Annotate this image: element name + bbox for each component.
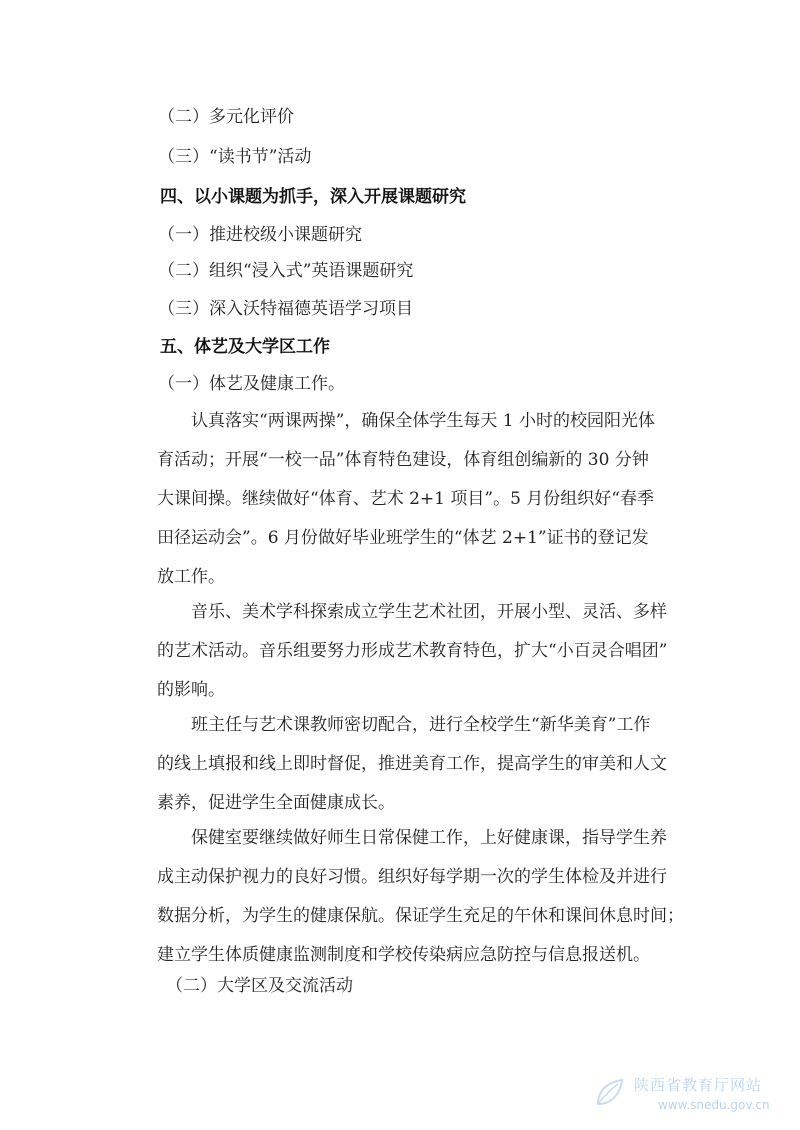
paragraph-sports <box>157 410 669 605</box>
subsection-title: （三）深入沃特福德英语学习项目 <box>158 299 413 319</box>
subsection-title: （二）组织“浸入式”英语课题研究 <box>158 261 414 281</box>
paragraph-health <box>157 827 684 983</box>
subsection-title: （二）多元化评价 <box>158 107 294 127</box>
paragraph-line: 建立学生体质健康监测制度和学校传染病应急防控与信息报送机。 <box>157 945 650 965</box>
paragraph-line: 认真落实“两课两操”，确保全体学生每天 1 小时的校园阳光体 <box>191 411 656 431</box>
subsection-title: （一）体艺及健康工作。 <box>158 374 345 394</box>
watermark-url: www.snedu.gov.cn <box>658 1098 770 1112</box>
paragraph-line: 田径运动会”。6 月份做好毕业班学生的“体艺 2+1”证书的登记发 <box>157 528 649 548</box>
section-heading: 四、以小课题为抓手，深入开展课题研究 <box>160 187 466 207</box>
paragraph-line: 班主任与艺术课教师密切配合，进行全校学生“新华美育”工作 <box>191 715 651 735</box>
paragraph-line: 育活动；开展“一校一品”体育特色建设，体育组创编新的 30 分钟 <box>157 450 649 470</box>
paragraph-line: 保健室要继续做好师生日常保健工作，上好健康课，指导学生养 <box>191 828 667 848</box>
section-heading: 五、体艺及大学区工作 <box>160 337 330 357</box>
paragraph-line: 成主动保护视力的良好习惯。组织好每学期一次的学生体检及并进行 <box>157 867 667 887</box>
leaf-logo-icon <box>592 1076 626 1110</box>
subsection-title: （二）大学区及交流活动 <box>166 976 353 996</box>
subsection-title: （三）“读书节”活动 <box>158 147 312 167</box>
paragraph-line: 素养，促进学生全面健康成长。 <box>157 793 395 813</box>
paragraph-aesthetics <box>157 714 669 831</box>
paragraph-line: 的艺术活动。音乐组要努力形成艺术教育特色，扩大“小百灵合唱团” <box>157 641 668 661</box>
paragraph-arts <box>157 601 669 718</box>
watermark-title: 陕西省教育厅网站 <box>634 1076 763 1094</box>
paragraph-line: 数据分析，为学生的健康保航。保证学生充足的午休和课间休息时间； <box>157 906 684 926</box>
paragraph-line: 的影响。 <box>157 680 225 700</box>
paragraph-line: 放工作。 <box>157 567 225 587</box>
paragraph-line: 的线上填报和线上即时督促，推进美育工作，提高学生的审美和人文 <box>157 754 667 774</box>
paragraph-line: 大课间操。继续做好“体育、艺术 2+1 项目”。5 月份组织好“春季 <box>157 489 654 509</box>
site-watermark <box>588 1074 788 1122</box>
paragraph-line: 音乐、美术学科探索成立学生艺术社团，开展小型、灵活、多样 <box>191 602 667 622</box>
subsection-title: （一）推进校级小课题研究 <box>158 225 362 245</box>
